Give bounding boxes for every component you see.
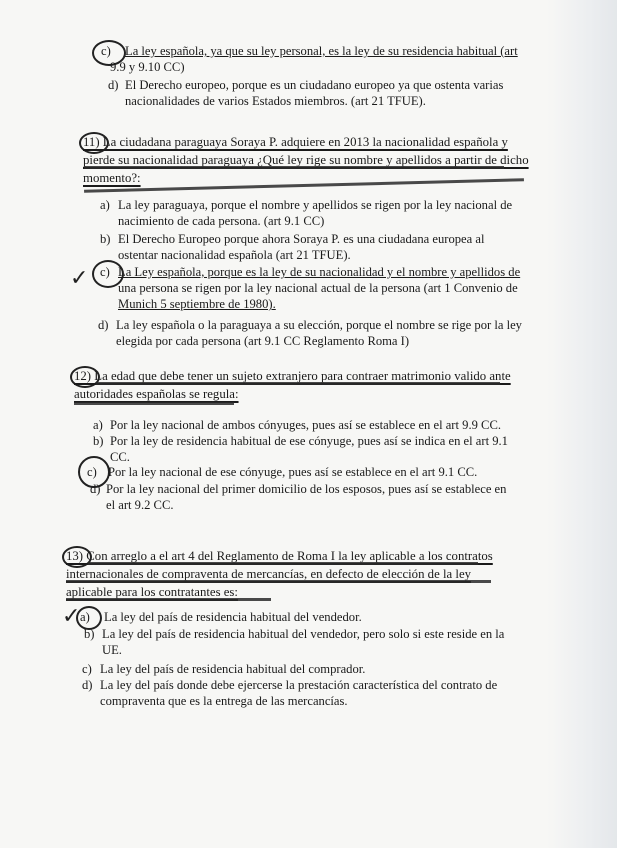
option-text: La ley paraguaya, porque el nombre y apellidos se rigen por la ley nacional de bbox=[118, 198, 513, 212]
pen-scribble bbox=[74, 402, 234, 405]
question-text: momento?: bbox=[83, 171, 141, 185]
question-text: 12) La edad que debe tener un sujeto extranjero para contraer matrimonio valido ante bbox=[74, 369, 511, 383]
option-label: c) bbox=[101, 44, 111, 58]
option-label: b) bbox=[84, 627, 95, 641]
pen-scribble bbox=[96, 382, 500, 385]
option-label: d) bbox=[90, 482, 101, 496]
option-text: La ley del país de residencia habitual del comprador. bbox=[100, 662, 366, 676]
option-label: c) bbox=[87, 465, 97, 479]
option-label: c) bbox=[100, 265, 110, 279]
question-text: internacionales de compraventa de mercancías, en defecto de elección de la ley bbox=[66, 567, 472, 581]
option-text: CC. bbox=[110, 450, 130, 464]
pen-scribble bbox=[66, 598, 271, 601]
option-text: una persona se rigen por la ley nacional actual de la persona (art 1 Convenio de bbox=[118, 281, 518, 295]
option-text: compraventa que es la entrega de las mercancías. bbox=[100, 694, 348, 708]
option-text: elegida por cada persona (art 9.1 CC Reglamento Roma I) bbox=[116, 334, 410, 348]
option-text: Por la ley nacional de ese cónyuge, pues así se establece en el art 9.1 CC. bbox=[108, 465, 478, 479]
pen-scribble bbox=[84, 178, 524, 193]
option-text: El Derecho Europeo porque ahora Soraya P. es una ciudadana europea al bbox=[118, 232, 485, 246]
question-text: autoridades españolas se regula: bbox=[74, 387, 239, 401]
option-text: el art 9.2 CC. bbox=[106, 498, 174, 512]
option-text: Por la ley nacional de ambos cónyuges, pues así se establece en el art 9.9 CC. bbox=[110, 418, 501, 432]
question-text: 11) La ciudadana paraguaya Soraya P. adquiere en 2013 la nacionalidad española y bbox=[83, 135, 508, 149]
option-label: b) bbox=[93, 434, 104, 448]
pen-scribble bbox=[88, 562, 478, 565]
option-text: La ley del país donde debe ejercerse la prestación característica del contrato de bbox=[100, 678, 498, 692]
option-text: nacimiento de cada persona. (art 9.1 CC) bbox=[118, 214, 325, 228]
question-text: 13) Con arreglo a el art 4 del Reglamento de Roma I la ley aplicable a los contratos bbox=[66, 549, 493, 563]
question-text: pierde su nacionalidad paraguaya ¿Qué ley rige su nombre y apellidos a partir de dicho bbox=[83, 153, 529, 167]
option-text: ostentar nacionalidad española (art 21 TFUE). bbox=[118, 248, 351, 262]
pen-scribble bbox=[66, 580, 491, 583]
option-label: d) bbox=[108, 78, 119, 92]
option-text: Por la ley nacional del primer domicilio de los esposos, pues así se establece en bbox=[106, 482, 507, 496]
option-text: La ley española o la paraguaya a su elección, porque el nombre se rige por la ley bbox=[116, 318, 522, 332]
option-label: a) bbox=[100, 198, 110, 212]
option-text: Por la ley de residencia habitual de ese cónyuge, pues así se indica en el art 9.1 bbox=[110, 434, 508, 448]
option-text: La ley del país de residencia habitual del vendedor. bbox=[104, 610, 362, 624]
option-text: La ley del país de residencia habitual del vendedor, pero solo si este reside en la bbox=[102, 627, 505, 641]
checkmark-icon: ✓ bbox=[62, 604, 81, 629]
option-text: La ley española, ya que su ley personal, es la ley de su residencia habitual (art bbox=[125, 44, 518, 58]
option-label: d) bbox=[98, 318, 109, 332]
option-label: a) bbox=[80, 610, 90, 624]
page-edge-shadow bbox=[547, 0, 617, 848]
checkmark-icon: ✓ bbox=[70, 266, 89, 291]
option-text: 9.9 y 9.10 CC) bbox=[110, 60, 185, 74]
option-label: d) bbox=[82, 678, 93, 692]
question-text: aplicable para los contratantes es: bbox=[66, 585, 238, 599]
option-text: UE. bbox=[102, 643, 122, 657]
option-text: nacionalidades de varios Estados miembros. (art 21 TFUE). bbox=[125, 94, 426, 108]
option-label: a) bbox=[93, 418, 103, 432]
option-label: c) bbox=[82, 662, 92, 676]
option-text: La Ley española, porque es la ley de su nacionalidad y el nombre y apellidos de bbox=[118, 265, 521, 279]
option-text: El Derecho europeo, porque es un ciudadano europeo ya que ostenta varias bbox=[125, 78, 504, 92]
option-text: Munich 5 septiembre de 1980). bbox=[118, 297, 276, 311]
pen-scribble bbox=[84, 166, 504, 169]
option-label: b) bbox=[100, 232, 111, 246]
